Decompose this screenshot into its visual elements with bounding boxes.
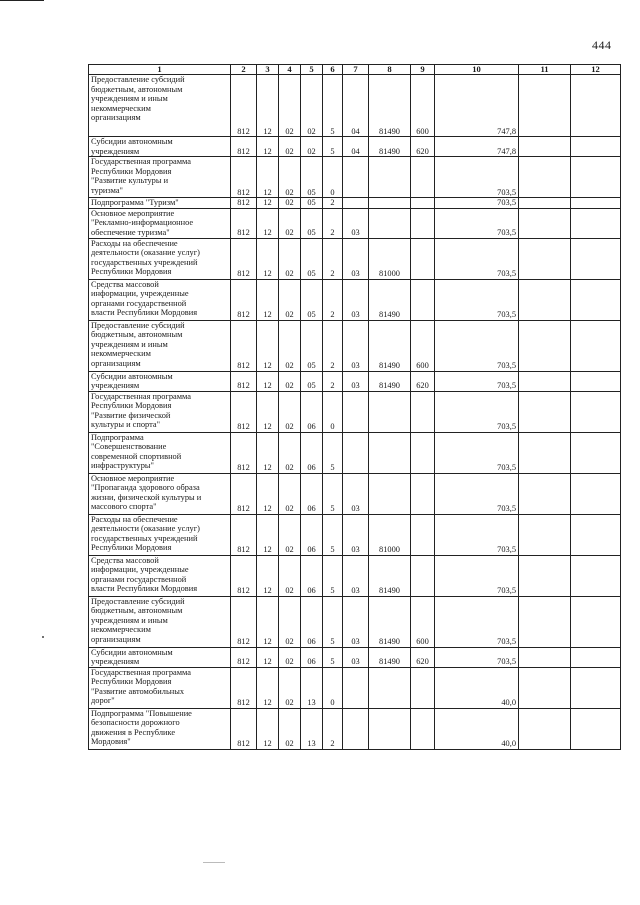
column-header-9: 9 xyxy=(411,65,435,75)
code-program: 05 xyxy=(301,198,323,209)
code-section: 12 xyxy=(257,137,279,157)
code-admin: 812 xyxy=(231,555,257,596)
column-header-3: 3 xyxy=(257,65,279,75)
empty-col-12 xyxy=(571,279,621,320)
empty-col-12 xyxy=(571,371,621,391)
code-subsection: 02 xyxy=(279,238,301,279)
code-subprogram: 5 xyxy=(323,555,343,596)
code-subprogram: 2 xyxy=(323,238,343,279)
code-direction: 81490 xyxy=(369,371,411,391)
row-name: Подпрограмма "Совершенствование современной спортивной инфраструктуры" xyxy=(89,432,231,473)
code-direction xyxy=(369,391,411,432)
code-admin: 812 xyxy=(231,208,257,238)
row-name: Государственная программа Республики Мордовия "Развитие автомобильных дорог" xyxy=(89,667,231,708)
column-header-7: 7 xyxy=(343,65,369,75)
code-program: 05 xyxy=(301,371,323,391)
code-program: 05 xyxy=(301,320,323,371)
sum-value: 703,5 xyxy=(435,514,519,555)
code-event: 03 xyxy=(343,514,369,555)
row-name: Расходы на обеспечение деятельности (оказание услуг) государственных учреждений Республики Мордовия xyxy=(89,514,231,555)
row-name: Субсидии автономным учреждениям xyxy=(89,371,231,391)
code-admin: 812 xyxy=(231,75,257,137)
code-subsection: 02 xyxy=(279,371,301,391)
row-name: Предоставление субсидий бюджетным, автономным учреждениям и иным некоммерческим организациям xyxy=(89,320,231,371)
column-header-2: 2 xyxy=(231,65,257,75)
code-subsection: 02 xyxy=(279,208,301,238)
empty-col-11 xyxy=(519,708,571,749)
sum-value: 40,0 xyxy=(435,708,519,749)
code-event: 04 xyxy=(343,75,369,137)
sum-value: 703,5 xyxy=(435,391,519,432)
code-event: 04 xyxy=(343,137,369,157)
table-row xyxy=(89,238,621,279)
sum-value: 703,5 xyxy=(435,555,519,596)
empty-col-12 xyxy=(571,75,621,137)
row-name: Подпрограмма "Туризм" xyxy=(89,198,231,209)
code-admin: 812 xyxy=(231,514,257,555)
empty-col-11 xyxy=(519,75,571,137)
code-section: 12 xyxy=(257,473,279,514)
code-program: 05 xyxy=(301,238,323,279)
code-section: 12 xyxy=(257,198,279,209)
code-expense-type xyxy=(411,238,435,279)
code-program: 05 xyxy=(301,279,323,320)
code-direction xyxy=(369,157,411,198)
empty-col-12 xyxy=(571,208,621,238)
table-row xyxy=(89,320,621,371)
code-admin: 812 xyxy=(231,391,257,432)
code-section: 12 xyxy=(257,708,279,749)
code-section: 12 xyxy=(257,432,279,473)
code-expense-type xyxy=(411,514,435,555)
scan-artifact xyxy=(203,862,225,863)
code-event: 03 xyxy=(343,238,369,279)
empty-col-12 xyxy=(571,432,621,473)
empty-col-12 xyxy=(571,647,621,667)
code-program: 06 xyxy=(301,555,323,596)
sum-value: 703,5 xyxy=(435,320,519,371)
code-expense-type: 620 xyxy=(411,371,435,391)
code-admin: 812 xyxy=(231,596,257,647)
code-admin: 812 xyxy=(231,432,257,473)
code-expense-type xyxy=(411,432,435,473)
code-subsection: 02 xyxy=(279,157,301,198)
code-subprogram: 2 xyxy=(323,198,343,209)
code-program: 05 xyxy=(301,208,323,238)
code-subsection: 02 xyxy=(279,391,301,432)
code-section: 12 xyxy=(257,596,279,647)
code-subprogram: 2 xyxy=(323,371,343,391)
empty-col-11 xyxy=(519,371,571,391)
empty-col-11 xyxy=(519,279,571,320)
code-section: 12 xyxy=(257,391,279,432)
row-name: Основное мероприятие "Пропаганда здорового образа жизни, физической культуры и массового спорта" xyxy=(89,473,231,514)
code-expense-type xyxy=(411,198,435,209)
code-direction xyxy=(369,432,411,473)
table-row xyxy=(89,371,621,391)
code-direction xyxy=(369,667,411,708)
code-admin: 812 xyxy=(231,708,257,749)
empty-col-11 xyxy=(519,514,571,555)
code-subprogram: 0 xyxy=(323,667,343,708)
code-direction: 81490 xyxy=(369,279,411,320)
code-subsection: 02 xyxy=(279,667,301,708)
column-header-6: 6 xyxy=(323,65,343,75)
code-subprogram: 0 xyxy=(323,391,343,432)
empty-col-11 xyxy=(519,647,571,667)
header-row xyxy=(89,65,621,75)
sum-value: 703,5 xyxy=(435,198,519,209)
code-subprogram: 5 xyxy=(323,75,343,137)
code-event: 03 xyxy=(343,320,369,371)
sum-value: 703,5 xyxy=(435,596,519,647)
column-header-4: 4 xyxy=(279,65,301,75)
code-event: 03 xyxy=(343,596,369,647)
empty-col-11 xyxy=(519,137,571,157)
code-expense-type xyxy=(411,555,435,596)
table-row xyxy=(89,555,621,596)
code-direction: 81490 xyxy=(369,596,411,647)
row-name: Субсидии автономным учреждениям xyxy=(89,647,231,667)
code-subsection: 02 xyxy=(279,708,301,749)
empty-col-12 xyxy=(571,391,621,432)
empty-col-12 xyxy=(571,473,621,514)
code-expense-type xyxy=(411,157,435,198)
column-header-12: 12 xyxy=(571,65,621,75)
row-name: Расходы на обеспечение деятельности (оказание услуг) государственных учреждений Республики Мордовия xyxy=(89,238,231,279)
row-name: Государственная программа Республики Мордовия "Развитие физической культуры и спорта" xyxy=(89,391,231,432)
code-section: 12 xyxy=(257,75,279,137)
code-event: 03 xyxy=(343,555,369,596)
code-section: 12 xyxy=(257,371,279,391)
table-row xyxy=(89,391,621,432)
code-expense-type xyxy=(411,279,435,320)
empty-col-12 xyxy=(571,596,621,647)
empty-col-11 xyxy=(519,238,571,279)
code-subprogram: 5 xyxy=(323,514,343,555)
empty-col-11 xyxy=(519,596,571,647)
budget-table xyxy=(88,64,621,750)
code-program: 13 xyxy=(301,708,323,749)
code-subsection: 02 xyxy=(279,432,301,473)
column-header-11: 11 xyxy=(519,65,571,75)
empty-col-12 xyxy=(571,555,621,596)
code-subprogram: 5 xyxy=(323,647,343,667)
row-name: Подпрограмма "Повышение безопасности дорожного движения в Республике Мордовия" xyxy=(89,708,231,749)
row-name: Средства массовой информации, учрежденные органами государственной власти Республики Мордовия xyxy=(89,555,231,596)
row-name: Основное мероприятие "Рекламно-информационное обеспечение туризма" xyxy=(89,208,231,238)
code-event xyxy=(343,708,369,749)
code-admin: 812 xyxy=(231,667,257,708)
code-section: 12 xyxy=(257,238,279,279)
code-program: 05 xyxy=(301,157,323,198)
empty-col-12 xyxy=(571,708,621,749)
row-name: Предоставление субсидий бюджетным, автономным учреждениям и иным некоммерческим организациям xyxy=(89,75,231,137)
code-section: 12 xyxy=(257,279,279,320)
empty-col-12 xyxy=(571,667,621,708)
code-subsection: 02 xyxy=(279,596,301,647)
code-subprogram: 2 xyxy=(323,320,343,371)
code-subprogram: 2 xyxy=(323,708,343,749)
table-row xyxy=(89,137,621,157)
column-header-8: 8 xyxy=(369,65,411,75)
code-section: 12 xyxy=(257,157,279,198)
code-direction: 81490 xyxy=(369,647,411,667)
code-event: 03 xyxy=(343,473,369,514)
empty-col-12 xyxy=(571,238,621,279)
code-subsection: 02 xyxy=(279,75,301,137)
code-event: 03 xyxy=(343,371,369,391)
code-direction: 81490 xyxy=(369,75,411,137)
code-program: 13 xyxy=(301,667,323,708)
code-admin: 812 xyxy=(231,157,257,198)
sum-value: 747,8 xyxy=(435,137,519,157)
scan-corner-line xyxy=(0,0,44,1)
code-program: 06 xyxy=(301,473,323,514)
table-row xyxy=(89,473,621,514)
code-expense-type xyxy=(411,208,435,238)
code-subsection: 02 xyxy=(279,555,301,596)
empty-col-11 xyxy=(519,157,571,198)
sum-value: 703,5 xyxy=(435,473,519,514)
row-name: Средства массовой информации, учрежденные органами государственной власти Республики Мордовия xyxy=(89,279,231,320)
code-admin: 812 xyxy=(231,371,257,391)
code-event xyxy=(343,198,369,209)
table-row xyxy=(89,208,621,238)
code-expense-type: 600 xyxy=(411,75,435,137)
table-row xyxy=(89,647,621,667)
code-section: 12 xyxy=(257,647,279,667)
row-name: Субсидии автономным учреждениям xyxy=(89,137,231,157)
code-program: 02 xyxy=(301,75,323,137)
code-subsection: 02 xyxy=(279,137,301,157)
table-row xyxy=(89,708,621,749)
empty-col-11 xyxy=(519,198,571,209)
code-expense-type xyxy=(411,667,435,708)
code-subsection: 02 xyxy=(279,198,301,209)
code-expense-type xyxy=(411,391,435,432)
code-program: 02 xyxy=(301,137,323,157)
code-admin: 812 xyxy=(231,198,257,209)
empty-col-11 xyxy=(519,473,571,514)
empty-col-11 xyxy=(519,667,571,708)
code-program: 06 xyxy=(301,391,323,432)
sum-value: 703,5 xyxy=(435,238,519,279)
sum-value: 703,5 xyxy=(435,157,519,198)
code-expense-type xyxy=(411,473,435,514)
code-program: 06 xyxy=(301,647,323,667)
code-subprogram: 5 xyxy=(323,137,343,157)
code-expense-type: 620 xyxy=(411,647,435,667)
code-program: 06 xyxy=(301,596,323,647)
code-expense-type: 600 xyxy=(411,596,435,647)
code-section: 12 xyxy=(257,555,279,596)
table-row xyxy=(89,596,621,647)
code-direction: 81490 xyxy=(369,555,411,596)
row-name: Предоставление субсидий бюджетным, автономным учреждениям и иным некоммерческим организациям xyxy=(89,596,231,647)
code-section: 12 xyxy=(257,208,279,238)
table-row xyxy=(89,432,621,473)
code-event: 03 xyxy=(343,647,369,667)
code-subprogram: 5 xyxy=(323,473,343,514)
code-subsection: 02 xyxy=(279,279,301,320)
page-number: 444 xyxy=(592,38,612,52)
empty-col-12 xyxy=(571,320,621,371)
code-subprogram: 5 xyxy=(323,432,343,473)
code-expense-type: 600 xyxy=(411,320,435,371)
code-admin: 812 xyxy=(231,238,257,279)
table-row xyxy=(89,667,621,708)
sum-value: 703,5 xyxy=(435,371,519,391)
code-subsection: 02 xyxy=(279,320,301,371)
table-row xyxy=(89,198,621,209)
code-admin: 812 xyxy=(231,137,257,157)
code-direction: 81000 xyxy=(369,238,411,279)
code-program: 06 xyxy=(301,514,323,555)
code-admin: 812 xyxy=(231,320,257,371)
code-subprogram: 2 xyxy=(323,279,343,320)
empty-col-11 xyxy=(519,555,571,596)
code-expense-type xyxy=(411,708,435,749)
code-subsection: 02 xyxy=(279,473,301,514)
code-subprogram: 5 xyxy=(323,596,343,647)
sum-value: 40,0 xyxy=(435,667,519,708)
code-direction xyxy=(369,198,411,209)
empty-col-12 xyxy=(571,514,621,555)
code-section: 12 xyxy=(257,320,279,371)
sum-value: 703,5 xyxy=(435,279,519,320)
code-expense-type: 620 xyxy=(411,137,435,157)
code-event xyxy=(343,157,369,198)
sum-value: 747,8 xyxy=(435,75,519,137)
table-row xyxy=(89,157,621,198)
code-event: 03 xyxy=(343,208,369,238)
code-event xyxy=(343,667,369,708)
code-admin: 812 xyxy=(231,279,257,320)
column-header-5: 5 xyxy=(301,65,323,75)
sum-value: 703,5 xyxy=(435,208,519,238)
empty-col-12 xyxy=(571,137,621,157)
code-admin: 812 xyxy=(231,647,257,667)
table-row xyxy=(89,279,621,320)
scan-artifact xyxy=(42,636,44,638)
code-direction xyxy=(369,473,411,514)
code-section: 12 xyxy=(257,514,279,555)
code-section: 12 xyxy=(257,667,279,708)
empty-col-11 xyxy=(519,320,571,371)
sum-value: 703,5 xyxy=(435,647,519,667)
code-direction xyxy=(369,708,411,749)
code-event xyxy=(343,391,369,432)
code-program: 06 xyxy=(301,432,323,473)
empty-col-11 xyxy=(519,432,571,473)
column-header-10: 10 xyxy=(435,65,519,75)
code-event: 03 xyxy=(343,279,369,320)
empty-col-11 xyxy=(519,391,571,432)
code-direction xyxy=(369,208,411,238)
empty-col-12 xyxy=(571,198,621,209)
row-name: Государственная программа Республики Мордовия "Развитие культуры и туризма" xyxy=(89,157,231,198)
code-event xyxy=(343,432,369,473)
code-subprogram: 2 xyxy=(323,208,343,238)
code-subprogram: 0 xyxy=(323,157,343,198)
sum-value: 703,5 xyxy=(435,432,519,473)
code-direction: 81490 xyxy=(369,137,411,157)
empty-col-11 xyxy=(519,208,571,238)
code-direction: 81490 xyxy=(369,320,411,371)
column-header-1: 1 xyxy=(89,65,231,75)
code-admin: 812 xyxy=(231,473,257,514)
code-direction: 81000 xyxy=(369,514,411,555)
code-subsection: 02 xyxy=(279,514,301,555)
table-row xyxy=(89,514,621,555)
empty-col-12 xyxy=(571,157,621,198)
code-subsection: 02 xyxy=(279,647,301,667)
table-row xyxy=(89,75,621,137)
